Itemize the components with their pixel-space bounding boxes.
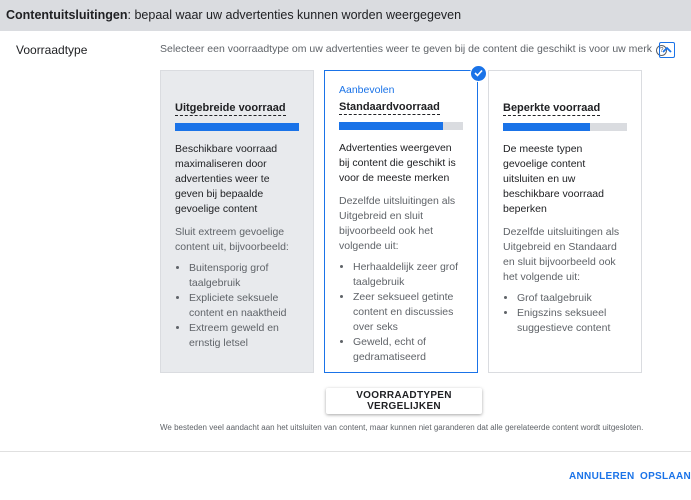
section-description xyxy=(160,43,667,56)
card-description: Advertenties weergeven bij content die geschikt is voor de meeste merken xyxy=(339,142,456,184)
card-items xyxy=(503,291,629,336)
compare-inventory-types-button[interactable]: VOORRAADTYPEN VERGELIJKEN xyxy=(326,388,482,414)
selected-check-icon xyxy=(470,65,487,82)
header-bar xyxy=(0,0,691,31)
card-list-item: • Extreem geweld en ernstig letsel xyxy=(189,321,301,351)
header-title-bold: Contentuitsluitingen xyxy=(6,8,128,22)
card-items xyxy=(339,260,465,365)
card-description: De meeste typen gevoelige content uitsluiten en uw beschikbare voorraad beperken xyxy=(503,143,604,215)
card-title: Beperkte voorraad xyxy=(503,102,601,114)
collapse-button[interactable] xyxy=(659,42,675,58)
card-list-item: • Zeer seksueel getinte content en discussies over seks xyxy=(353,290,465,335)
card-list-item: • Herhaaldelijk zeer grof taalgebruik xyxy=(353,260,465,290)
card-title: Standaardvoorraad xyxy=(339,101,440,113)
card-list-item: • Grof taalgebruik xyxy=(517,291,629,306)
inventory-level-bar xyxy=(339,122,463,130)
card-items xyxy=(175,261,301,351)
header-title-rest: : bepaal waar uw advertenties kunnen worden weergegeven xyxy=(127,8,462,22)
card-list-item: • Expliciete seksuele content en naaktheid xyxy=(189,291,301,321)
card-description: Beschikbare voorraad maximaliseren door advertenties weer te geven bij bepaalde gevoelige content xyxy=(175,143,278,215)
card-list-item: • Enigszins seksueel suggestieve content xyxy=(517,306,629,336)
footnote: We besteden veel aandacht aan het uitsluiten van content, maar kunnen niet garanderen dat alle gerelateerde content wordt uitgesloten. xyxy=(160,423,644,432)
divider xyxy=(0,451,691,452)
card-title: Uitgebreide voorraad xyxy=(175,102,286,114)
help-icon[interactable]: ? xyxy=(656,45,667,56)
inventory-level-bar xyxy=(503,123,627,131)
card-subtext: Dezelfde uitsluitingen als Uitgebreid en sluit bijvoorbeeld ook het volgende uit: xyxy=(339,195,456,252)
card-list-item: • Geweld, echt of gedramatiseerd xyxy=(353,335,465,365)
card-uitgebreide-voorraad[interactable] xyxy=(160,70,314,373)
card-list-item: • Buitensporig grof taalgebruik xyxy=(189,261,301,291)
card-subtext: Dezelfde uitsluitingen als Uitgebreid en Standaard en sluit bijvoorbeeld ook het volgende uit: xyxy=(503,226,620,283)
save-button[interactable]: OPSLAAN xyxy=(640,471,691,482)
inventory-level-bar xyxy=(175,123,299,131)
chevron-up-icon xyxy=(662,46,672,53)
section-description-text: Selecteer een voorraadtype om uw advertenties weer te geven bij de content die geschikt is voor uw merk xyxy=(160,43,653,55)
card-subtext: Sluit extreem gevoelige content uit, bijvoorbeeld: xyxy=(175,226,289,253)
recommended-badge: Aanbevolen xyxy=(339,84,395,96)
card-beperkte-voorraad[interactable] xyxy=(488,70,642,373)
section-label: Voorraadtype xyxy=(16,43,88,57)
card-standaardvoorraad[interactable] xyxy=(324,70,478,373)
cancel-button[interactable]: ANNULEREN xyxy=(569,471,635,482)
